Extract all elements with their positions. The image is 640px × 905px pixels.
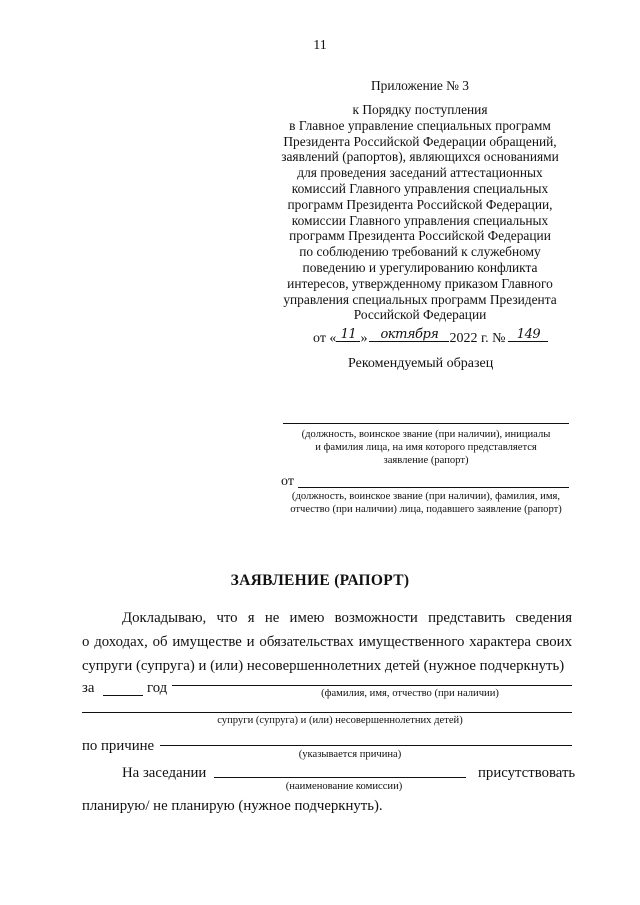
from-caption bbox=[279, 490, 573, 516]
appendix-line: поведению и урегулированию конфликта bbox=[302, 259, 538, 275]
fio-caption: (фамилия, имя, отчество (при наличии) bbox=[321, 688, 499, 699]
page-number: 11 bbox=[313, 38, 327, 53]
appendix-line: комиссии Главного управления специальных bbox=[291, 212, 549, 228]
document-heading: ЗАЯВЛЕНИЕ (РАПОРТ) bbox=[230, 572, 410, 589]
meeting-label: На заседании bbox=[122, 765, 207, 781]
from-line[interactable] bbox=[298, 487, 569, 488]
year-line[interactable] bbox=[103, 695, 143, 696]
addressee-line[interactable] bbox=[283, 423, 569, 424]
caption-line: и фамилия лица, на имя которого представляется bbox=[315, 442, 537, 453]
reason-line[interactable] bbox=[160, 745, 572, 746]
appendix-line: Российской Федерации bbox=[353, 307, 487, 323]
appendix-line: в Главное управление специальных программ bbox=[289, 117, 551, 133]
reason-caption: (указывается причина) bbox=[298, 749, 402, 760]
commission-caption: (наименование комиссии) bbox=[285, 781, 403, 792]
order-number-field bbox=[508, 326, 548, 342]
order-date-line bbox=[313, 326, 548, 347]
appendix-line: программ Президента Российской Федерации bbox=[289, 228, 551, 244]
commission-line[interactable] bbox=[214, 777, 466, 778]
appendix-title: Приложение № 3 bbox=[370, 78, 470, 93]
appendix-body bbox=[270, 102, 570, 323]
appendix-line: программ Президента Российской Федерации, bbox=[287, 196, 553, 212]
order-mid: » bbox=[360, 331, 368, 346]
order-number: 149 bbox=[516, 327, 541, 342]
body-line-2: о доходах, об имуществе и обязательствах имущественного характера своих bbox=[82, 634, 572, 650]
order-prefix: от « bbox=[313, 331, 337, 346]
appendix-line: по соблюдению требований к служебному bbox=[299, 244, 541, 260]
from-label: от bbox=[281, 474, 294, 489]
fio-line[interactable] bbox=[172, 685, 572, 686]
god-label: год bbox=[147, 680, 168, 696]
caption-line: (должность, воинское звание (при наличии), инициалы bbox=[301, 429, 551, 440]
body-line-1: Докладываю, что я не имею возможности представить сведения bbox=[122, 610, 572, 626]
order-year: 2022 г. № bbox=[449, 331, 506, 346]
order-day: 11 bbox=[340, 327, 357, 342]
caption-line: отчество (при наличии) лица, подавшего заявление (рапорт) bbox=[290, 504, 562, 515]
final-line: планирую/ не планирую (нужное подчеркнуть). bbox=[82, 798, 383, 814]
body-line-3: супруги (супруга) и (или) несовершеннолетних детей (нужное подчеркнуть) bbox=[82, 658, 565, 674]
caption-line: заявление (рапорт) bbox=[383, 455, 469, 466]
caption-line: (должность, воинское звание (при наличии), фамилия, имя, bbox=[291, 491, 561, 502]
appendix-line: интересов, утвержденному приказом Главного bbox=[287, 275, 553, 291]
sample-label: Рекомендуемый образец bbox=[348, 356, 494, 371]
appendix-line: заявлений (рапортов), являющихся основаниями bbox=[281, 149, 559, 165]
reason-label: по причине bbox=[82, 738, 155, 754]
spouse-line[interactable] bbox=[82, 712, 572, 713]
addressee-caption bbox=[283, 428, 569, 467]
appendix-line: Президента Российской Федерации обращений, bbox=[283, 133, 557, 149]
appendix-line: к Порядку поступления bbox=[352, 102, 488, 117]
order-month-field bbox=[369, 326, 449, 342]
za-label: за bbox=[82, 680, 95, 696]
order-month: октября bbox=[380, 327, 439, 342]
order-day-field bbox=[336, 326, 360, 342]
appendix-line: комиссий Главного управления специальных bbox=[291, 180, 549, 196]
appendix-line: для проведения заседаний аттестационных bbox=[297, 165, 543, 181]
spouse-caption: супруги (супруга) и (или) несовершеннолетних детей) bbox=[217, 715, 463, 726]
appendix-line: управления специальных программ Президента bbox=[283, 291, 557, 307]
attend-label: присутствовать bbox=[478, 765, 576, 781]
